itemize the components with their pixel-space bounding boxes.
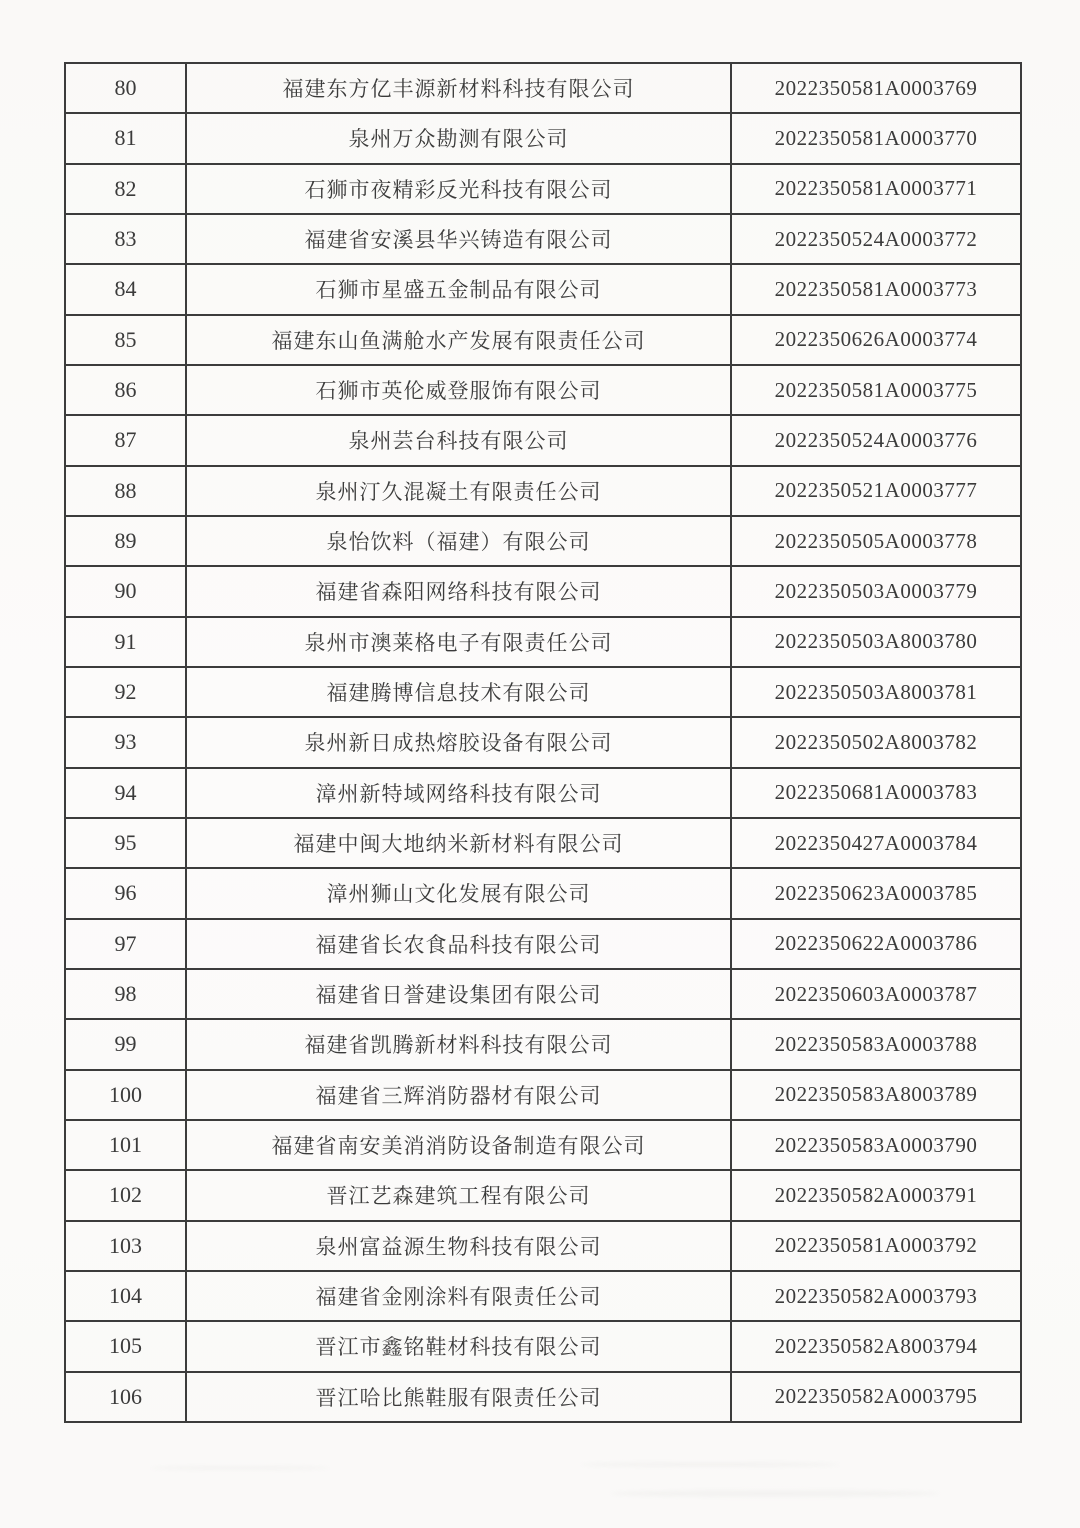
row-number-cell: 93	[65, 717, 186, 767]
table-row	[65, 164, 1021, 214]
code-cell: 2022350582A0003795	[731, 1372, 1021, 1422]
code-cell: 2022350581A0003770	[731, 113, 1021, 163]
code-cell: 2022350502A8003782	[731, 717, 1021, 767]
row-number-cell: 97	[65, 919, 186, 969]
code-cell: 2022350581A0003773	[731, 264, 1021, 314]
table-row	[65, 667, 1021, 717]
row-number-cell: 90	[65, 566, 186, 616]
code-cell: 2022350524A0003772	[731, 214, 1021, 264]
table-row	[65, 1372, 1021, 1422]
company-name-cell: 泉州汀久混凝土有限责任公司	[186, 466, 731, 516]
company-name-cell: 泉州芸台科技有限公司	[186, 415, 731, 465]
row-number-cell: 80	[65, 63, 186, 113]
company-name-cell: 福建省日誉建设集团有限公司	[186, 969, 731, 1019]
code-cell: 2022350581A0003769	[731, 63, 1021, 113]
row-number-cell: 104	[65, 1271, 186, 1321]
code-cell: 2022350524A0003776	[731, 415, 1021, 465]
company-name-cell: 福建中闽大地纳米新材料有限公司	[186, 818, 731, 868]
table-row	[65, 1070, 1021, 1120]
code-cell: 2022350681A0003783	[731, 768, 1021, 818]
row-number-cell: 81	[65, 113, 186, 163]
code-cell: 2022350603A0003787	[731, 969, 1021, 1019]
company-name-cell: 福建省金刚涂料有限责任公司	[186, 1271, 731, 1321]
table-row	[65, 63, 1021, 113]
table-row	[65, 264, 1021, 314]
row-number-cell: 99	[65, 1019, 186, 1069]
row-number-cell: 95	[65, 818, 186, 868]
code-cell: 2022350583A0003790	[731, 1120, 1021, 1170]
company-name-cell: 福建省三辉消防器材有限公司	[186, 1070, 731, 1120]
company-name-cell: 福建省凯腾新材料科技有限公司	[186, 1019, 731, 1069]
table-body	[65, 63, 1021, 1422]
scan-artifact	[580, 1462, 840, 1467]
row-number-cell: 98	[65, 969, 186, 1019]
row-number-cell: 105	[65, 1321, 186, 1371]
code-cell: 2022350582A0003793	[731, 1271, 1021, 1321]
row-number-cell: 88	[65, 466, 186, 516]
table-row	[65, 315, 1021, 365]
company-name-cell: 福建省安溪县华兴铸造有限公司	[186, 214, 731, 264]
company-name-cell: 福建省长农食品科技有限公司	[186, 919, 731, 969]
row-number-cell: 89	[65, 516, 186, 566]
row-number-cell: 106	[65, 1372, 186, 1422]
code-cell: 2022350503A8003781	[731, 667, 1021, 717]
table-row	[65, 214, 1021, 264]
row-number-cell: 92	[65, 667, 186, 717]
company-name-cell: 石狮市英伦威登服饰有限公司	[186, 365, 731, 415]
company-name-cell: 福建东方亿丰源新材料科技有限公司	[186, 63, 731, 113]
row-number-cell: 94	[65, 768, 186, 818]
row-number-cell: 87	[65, 415, 186, 465]
company-name-cell: 石狮市夜精彩反光科技有限公司	[186, 164, 731, 214]
row-number-cell: 103	[65, 1221, 186, 1271]
table-row	[65, 466, 1021, 516]
company-name-cell: 晋江艺森建筑工程有限公司	[186, 1170, 731, 1220]
code-cell: 2022350622A0003786	[731, 919, 1021, 969]
code-cell: 2022350505A0003778	[731, 516, 1021, 566]
table-row	[65, 919, 1021, 969]
table-row	[65, 717, 1021, 767]
code-cell: 2022350623A0003785	[731, 868, 1021, 918]
row-number-cell: 101	[65, 1120, 186, 1170]
row-number-cell: 83	[65, 214, 186, 264]
code-cell: 2022350503A0003779	[731, 566, 1021, 616]
table-row	[65, 566, 1021, 616]
row-number-cell: 91	[65, 617, 186, 667]
company-name-cell: 泉州富益源生物科技有限公司	[186, 1221, 731, 1271]
code-cell: 2022350581A0003771	[731, 164, 1021, 214]
company-name-cell: 福建省南安美消消防设备制造有限公司	[186, 1120, 731, 1170]
table-row	[65, 1221, 1021, 1271]
company-name-cell: 泉怡饮料（福建）有限公司	[186, 516, 731, 566]
table-row	[65, 516, 1021, 566]
table-row	[65, 1321, 1021, 1371]
scan-artifact	[150, 1466, 330, 1470]
code-cell: 2022350583A0003788	[731, 1019, 1021, 1069]
company-name-cell: 福建省森阳网络科技有限公司	[186, 566, 731, 616]
code-cell: 2022350581A0003792	[731, 1221, 1021, 1271]
company-name-cell: 泉州新日成热熔胶设备有限公司	[186, 717, 731, 767]
code-cell: 2022350583A8003789	[731, 1070, 1021, 1120]
code-cell: 2022350503A8003780	[731, 617, 1021, 667]
table-row	[65, 1120, 1021, 1170]
code-cell: 2022350521A0003777	[731, 466, 1021, 516]
company-name-cell: 福建东山鱼满舱水产发展有限责任公司	[186, 315, 731, 365]
code-cell: 2022350427A0003784	[731, 818, 1021, 868]
table-row	[65, 113, 1021, 163]
company-name-cell: 泉州市澳莱格电子有限责任公司	[186, 617, 731, 667]
row-number-cell: 84	[65, 264, 186, 314]
company-name-cell: 漳州新特域网络科技有限公司	[186, 768, 731, 818]
row-number-cell: 85	[65, 315, 186, 365]
table-row	[65, 768, 1021, 818]
table-row	[65, 1019, 1021, 1069]
company-name-cell: 泉州万众勘测有限公司	[186, 113, 731, 163]
company-name-cell: 福建腾博信息技术有限公司	[186, 667, 731, 717]
table-row	[65, 415, 1021, 465]
code-cell: 2022350626A0003774	[731, 315, 1021, 365]
row-number-cell: 102	[65, 1170, 186, 1220]
row-number-cell: 82	[65, 164, 186, 214]
company-name-cell: 漳州狮山文化发展有限公司	[186, 868, 731, 918]
table-row	[65, 365, 1021, 415]
code-cell: 2022350582A8003794	[731, 1321, 1021, 1371]
row-number-cell: 96	[65, 868, 186, 918]
row-number-cell: 100	[65, 1070, 186, 1120]
code-cell: 2022350581A0003775	[731, 365, 1021, 415]
company-name-cell: 石狮市星盛五金制品有限公司	[186, 264, 731, 314]
table-row	[65, 818, 1021, 868]
table-row	[65, 1170, 1021, 1220]
company-registry-table	[64, 62, 1022, 1423]
company-name-cell: 晋江市鑫铭鞋材科技有限公司	[186, 1321, 731, 1371]
table-row	[65, 1271, 1021, 1321]
table-row	[65, 617, 1021, 667]
company-name-cell: 晋江哈比熊鞋服有限责任公司	[186, 1372, 731, 1422]
scan-artifact	[610, 1490, 940, 1497]
row-number-cell: 86	[65, 365, 186, 415]
code-cell: 2022350582A0003791	[731, 1170, 1021, 1220]
table-row	[65, 969, 1021, 1019]
table-row	[65, 868, 1021, 918]
